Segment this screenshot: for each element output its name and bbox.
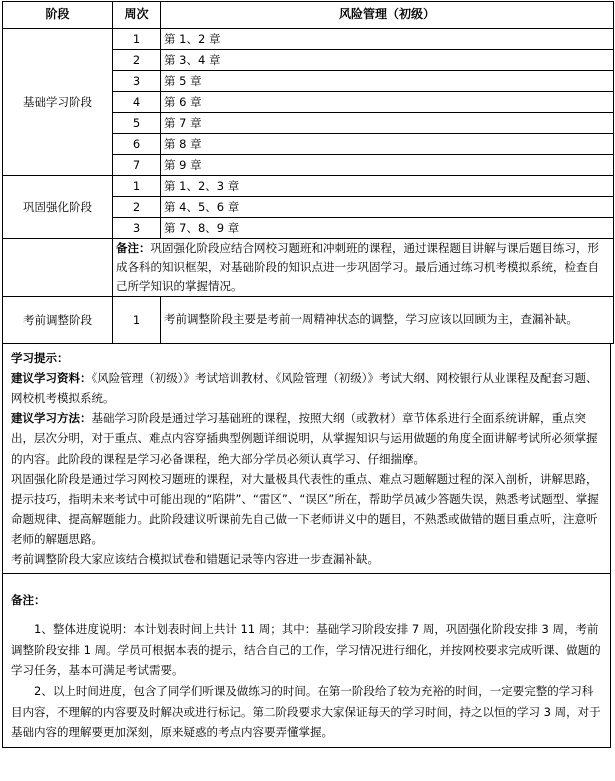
remarks-title: 备注：: [11, 593, 46, 608]
tips-title: 学习提示：: [11, 350, 69, 365]
stage-consolidate: 巩固强化阶段: [3, 176, 113, 239]
content-cell: 第 7 章: [161, 113, 614, 134]
study-plan-page: [2, 1, 613, 748]
table-row: [3, 176, 614, 197]
content-cell: 第 4、5、6 章: [161, 197, 614, 218]
content-cell: 第 8 章: [161, 134, 614, 155]
note-text: 巩固强化阶段应结合网校习题班和冲刺班的课程，通过课程题目讲解与课后题目练习，形成各科的知识框架，对基础阶段的知识点进一步巩固学习。最后通过练习机考模拟系统，检查自己所学知识的掌握情况。: [116, 241, 599, 293]
table-row-note: [3, 239, 614, 297]
stage-note: [113, 239, 614, 297]
week-cell: 4: [113, 92, 161, 113]
method-text: 基础学习阶段是通过学习基础班的课程，按照大纲（或教材）章节体系进行全面系统讲解，重点突出，层次分明，对于重点、难点内容穿插典型例题详细说明，从掌握知识与运用做题的角度全面讲解考试所必须掌握的内容。此阶段的课程是学习必备课程，绝大部分学员必须认真学习、仔细揣摩。: [11, 411, 598, 466]
table-row: [3, 296, 614, 343]
week-cell: 2: [113, 50, 161, 71]
week-cell: 2: [113, 197, 161, 218]
header-week: 周次: [113, 2, 161, 29]
tips-para2: 巩固强化阶段是通过学习网校习题班的课程，对大量极具代表性的重点、难点习题解题过程的深入剖析，讲解思路，提示技巧，指明未来考试中可能出现的“陷阱”、“雷区”、“误区”所在，帮助学员减少答题失误，熟悉考试题型、掌握命题规律、提高解题能力。此阶段建议听课前先自己做一下老师讲义中的题目，不熟悉或做错的题目重点听，注意听老师的解题思路。: [11, 471, 599, 547]
tips-para3: 考前调整阶段大家应该结合模拟试卷和错题记录等内容进一步查漏补缺。: [11, 552, 379, 567]
week-cell: 1: [113, 296, 161, 343]
content-cell: 第 1、2 章: [161, 29, 614, 50]
content-cell: 第 5 章: [161, 71, 614, 92]
content-cell: 考前调整阶段主要是考前一周精神状态的调整，学习应该以回顾为主，查漏补缺。: [161, 296, 614, 343]
content-cell: 第 6 章: [161, 92, 614, 113]
content-cell: 第 1、2、3 章: [161, 176, 614, 197]
remarks: [2, 574, 611, 748]
week-cell: 6: [113, 134, 161, 155]
materials-text: 《风险管理（初级）》考试培训教材、《风险管理（初级）》考试大纲、网校银行从业课程及配套习题、网校机考模拟系统。: [11, 371, 598, 406]
week-cell: 1: [113, 29, 161, 50]
header-stage: 阶段: [3, 2, 113, 29]
tips-materials: [11, 368, 604, 408]
stage-basic: 基础学习阶段: [3, 29, 113, 176]
table-row: [3, 29, 614, 50]
remark-item: 2、以上时间进度，包含了同学们听课及做练习的时间。在第一阶段给了较为充裕的时间，一定要完整的学习科目内容，不理解的内容要及时解决或进行标记。第二阶段要求大家保证每天的学习时间，持之以恒的学习 3 周，对于基础内容的理解要更加深刻，原来疑惑的考点内容要弄懂掌握。: [11, 684, 601, 740]
week-cell: 1: [113, 176, 161, 197]
schedule-table: [2, 1, 614, 344]
tips-method: [11, 408, 604, 468]
table-header-row: [3, 2, 614, 29]
stage-final: 考前调整阶段: [3, 296, 113, 343]
week-cell: 3: [113, 218, 161, 239]
week-cell: 7: [113, 155, 161, 176]
remark-item: 1、整体进度说明：本计划表时间上共计 11 周；其中：基础学习阶段安排 7 周，巩固强化阶段安排 3 周，考前调整阶段安排 1 周。学员可根据本表的提示，结合自己的工作，学习情况进行细化，并按网校要求完成听课、做题的学习任务，基本可满足考试需要。: [11, 621, 601, 678]
study-tips: [2, 344, 611, 574]
blank-cell: [3, 239, 113, 297]
materials-label: 建议学习资料：: [11, 371, 92, 386]
week-cell: 3: [113, 71, 161, 92]
week-cell: 5: [113, 113, 161, 134]
content-cell: 第 3、4 章: [161, 50, 614, 71]
content-cell: 第 9 章: [161, 155, 614, 176]
method-label: 建议学习方法：: [11, 411, 92, 426]
note-lead: 备注：: [116, 241, 151, 255]
header-subject: 风险管理（初级）: [161, 2, 614, 29]
content-cell: 第 7、8、9 章: [161, 218, 614, 239]
